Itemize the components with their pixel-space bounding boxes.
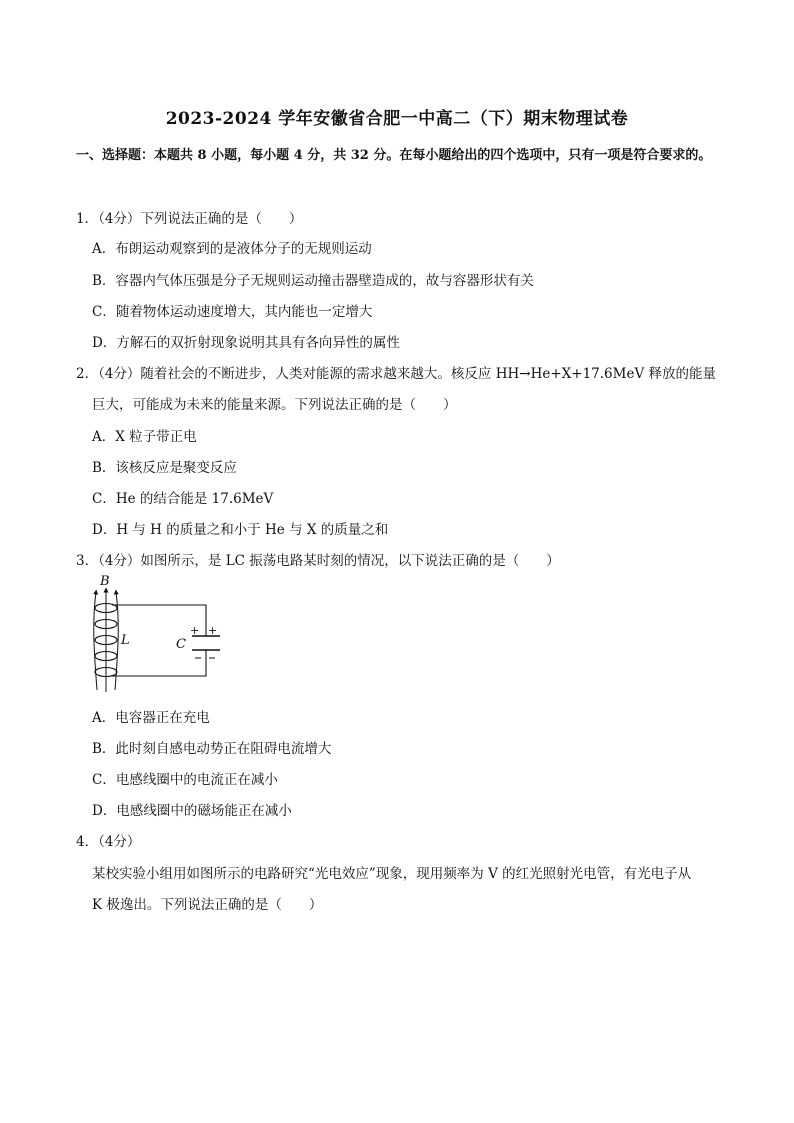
question-1-option-d: D．方解石的双折射现象说明其具有各向异性的属性	[92, 335, 400, 351]
question-2-stem-continued: 巨大，可能成为未来的能量来源。下列说法正确的是（ ）	[92, 397, 457, 413]
plus-sign-left: +	[190, 624, 200, 637]
plus-sign-right: +	[208, 624, 218, 637]
question-3-option-d: D．电感线圈中的磁场能正在减小	[92, 803, 292, 819]
question-4-body-line-2: K 极逸出。下列说法正确的是（ ）	[92, 897, 323, 913]
question-3-option-b: B．此时刻自感电动势正在阻碍电流增大	[92, 741, 332, 757]
question-2-stem: 2．（4分）随着社会的不断进步，人类对能源的需求越来越大。核反应 HH→He+X+17.6MeV 释放的能量	[76, 366, 716, 382]
question-4-stem: 4．（4分）	[76, 834, 141, 850]
section-heading: 一、选择题：本题共 8 小题，每小题 4 分，共 32 分。在每小题给出的四个选项中，只有一项是符合要求的。	[76, 148, 712, 163]
question-2-option-a: A．X 粒子带正电	[92, 429, 197, 445]
capacitor-label: C	[176, 637, 186, 652]
question-4-body-line-1: 某校实验小组用如图所示的电路研究“光电效应”现象，现用频率为 V 的红光照射光电管，有光电子从	[92, 866, 692, 882]
lc-circuit-diagram	[82, 572, 222, 700]
question-1-option-a: A．布朗运动观察到的是液体分子的无规则运动	[92, 241, 372, 257]
question-1-stem: 1．（4分）下列说法正确的是（ ）	[76, 211, 303, 227]
inductor-label: L	[121, 633, 130, 648]
question-3-stem: 3．（4分）如图所示，是 LC 振荡电路某时刻的情况，以下说法正确的是（ ）	[76, 553, 560, 569]
exam-title: 2023-2024 学年安徽省合肥一中高二（下）期末物理试卷	[165, 109, 629, 129]
wire-bottom	[112, 650, 206, 676]
question-3-option-a: A．电容器正在充电	[92, 710, 210, 726]
question-1-option-b: B．容器内气体压强是分子无规则运动撞击器壁造成的，故与容器形状有关	[92, 273, 534, 289]
magnetic-field-label: B	[100, 574, 110, 589]
question-2-option-c: C．He 的结合能是 17.6MeV	[92, 491, 274, 507]
question-3-option-c: C．电感线圈中的电流正在减小	[92, 772, 278, 788]
question-2-option-b: B．该核反应是聚变反应	[92, 460, 237, 476]
question-2-option-d: D．H 与 H 的质量之和小于 He 与 X 的质量之和	[92, 522, 389, 538]
question-1-option-c: C．随着物体运动速度增大，其内能也一定增大	[92, 304, 373, 320]
